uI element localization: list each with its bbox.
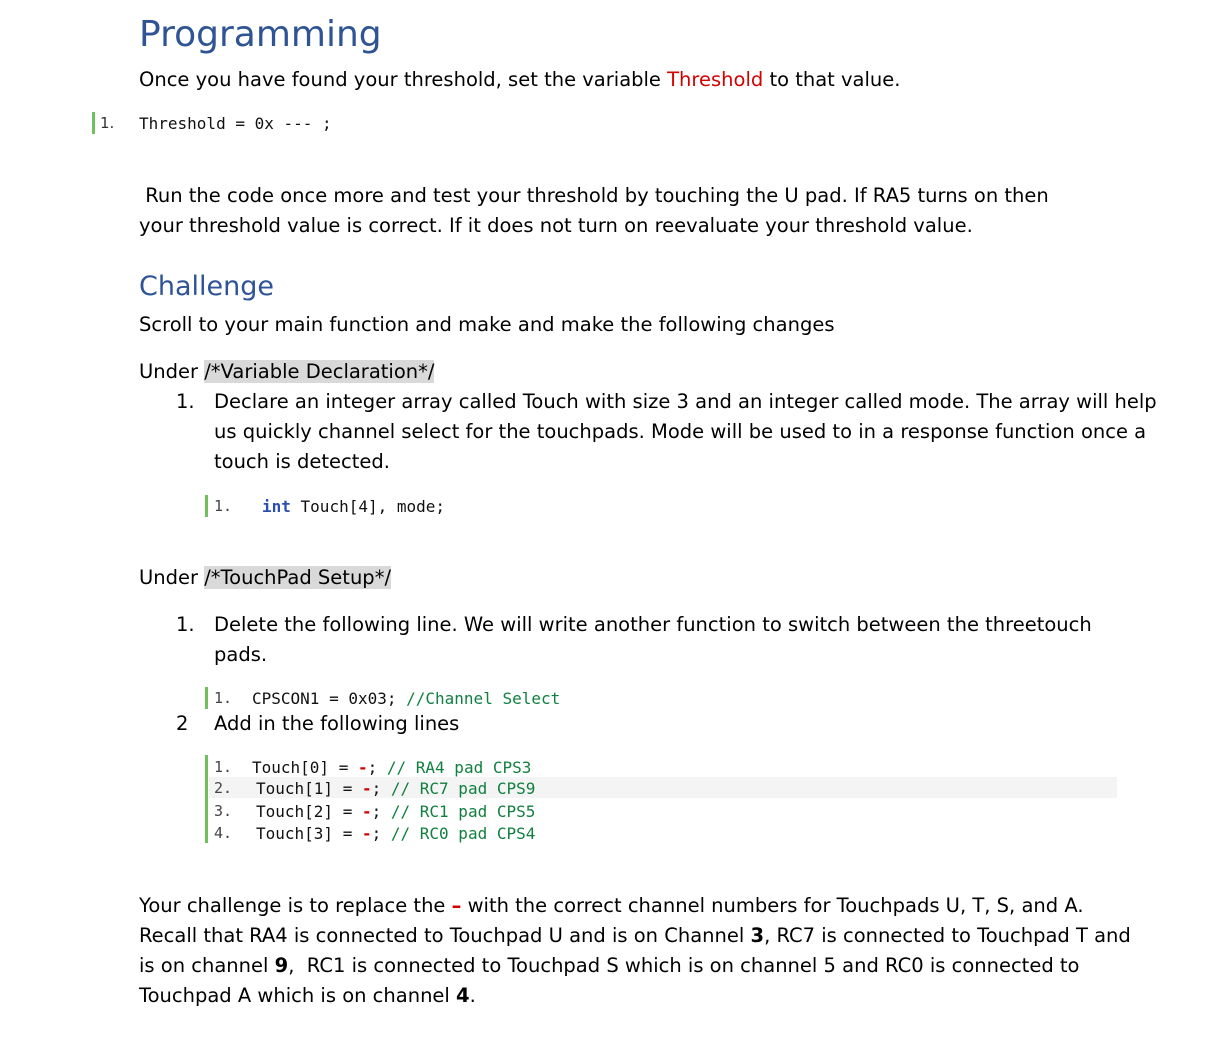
declaration-code-rest: Touch[4], mode; [290,497,446,516]
intro-text-before: Once you have found your threshold, set the variable [139,68,668,91]
final-paragraph-line2 [139,921,1131,951]
list-item-number: 1. [176,613,195,636]
threshold-variable: Threshold [667,68,764,91]
declare-item-line2: us quickly channel select for the touchpads. Mode will be used to in a response function once a [214,420,1147,443]
code-line-number: 4. [214,824,233,842]
under-label: Under [139,566,205,589]
channel-number: 4 [456,984,470,1007]
pad-comment: // RC0 pad CPS4 [390,824,536,843]
text-run: Recall that RA4 is connected to Touchpad U and is on Channel [139,924,751,947]
channel-placeholder: - [361,824,372,843]
cpscon1-code-line [252,689,560,708]
variable-declaration-comment: /*Variable Declaration*/ [204,360,435,383]
touch-code-line [256,824,535,843]
code-block-bar [92,112,95,134]
touch-assignment: Touch[3] = [256,824,362,843]
intro-text-after: to that value. [763,68,901,91]
touch-code-line [252,758,531,777]
declare-item-line1: Declare an integer array called Touch with size 3 and an integer called mode. The array will help [214,390,1157,413]
code-line-number: 1. [100,114,115,132]
list-item-number: 1. [176,390,195,413]
semicolon: ; [371,824,391,843]
text-run: Touchpad A which is on channel [139,984,457,1007]
code-line-number: 1. [214,689,233,707]
threshold-code-line: Threshold = 0x --- ; [139,114,332,133]
delete-item-line2: pads. [214,643,268,666]
semicolon: ; [371,802,391,821]
touchpad-setup-label [139,563,391,593]
code-line-number: 2. [214,779,233,797]
declaration-code-line [262,497,445,516]
channel-select-comment: //Channel Select [406,689,561,708]
channel-placeholder: - [357,758,368,777]
touch-assignment: Touch[0] = [252,758,358,777]
run-paragraph-line1: Run the code once more and test your threshold by touching the U pad. If RA5 turns on then [139,184,1049,207]
semicolon: ; [367,758,387,777]
text-run: Your challenge is to replace the [139,894,452,917]
code-block-bar [205,755,208,843]
delete-item-line1: Delete the following line. We will write another function to switch between the threetouch [214,613,1092,636]
int-keyword: int [262,497,291,516]
channel-number: 9 [274,954,289,977]
pad-comment: // RC1 pad CPS5 [390,802,536,821]
code-block-bar [205,495,208,517]
code-line-number: 3. [214,802,233,820]
add-lines-item: Add in the following lines [214,712,460,735]
final-paragraph-line1 [139,891,1084,921]
final-paragraph-line4 [139,981,476,1011]
channel-placeholder: - [361,779,372,798]
list-item-number: 2 [176,712,189,735]
pad-comment: // RC7 pad CPS9 [390,779,536,798]
intro-paragraph [139,65,900,95]
touchpad-setup-comment: /*TouchPad Setup*/ [204,566,392,589]
text-run: , RC7 is connected to Touchpad T and [764,924,1131,947]
touch-code-line [256,802,535,821]
touch-assignment: Touch[2] = [256,802,362,821]
dash-placeholder: – [451,894,462,917]
variable-declaration-label [139,357,434,387]
channel-number: 3 [750,924,765,947]
semicolon: ; [371,779,391,798]
text-run: . [469,984,476,1007]
text-run: is on channel [139,954,275,977]
code-block-bar [205,687,208,709]
under-label: Under [139,360,205,383]
final-paragraph-line3 [139,951,1079,981]
heading-challenge: Challenge [139,271,274,302]
channel-placeholder: - [361,802,372,821]
heading-programming: Programming [139,14,382,55]
challenge-intro: Scroll to your main function and make and make the following changes [139,313,835,336]
run-paragraph-line2: your threshold value is correct. If it does not turn on reevaluate your threshold value. [139,214,973,237]
declare-item-line3: touch is detected. [214,450,390,473]
code-line-number: 1. [214,758,233,776]
cpscon1-code: CPSCON1 = 0x03; [252,689,407,708]
text-run: , RC1 is connected to Touchpad S which is on channel 5 and RC0 is connected to [288,954,1080,977]
code-line-number: 1. [214,497,233,515]
touch-assignment: Touch[1] = [256,779,362,798]
text-run: with the correct channel numbers for Touchpads U, T, S, and A. [461,894,1084,917]
pad-comment: // RA4 pad CPS3 [386,758,532,777]
touch-code-line [256,779,535,798]
